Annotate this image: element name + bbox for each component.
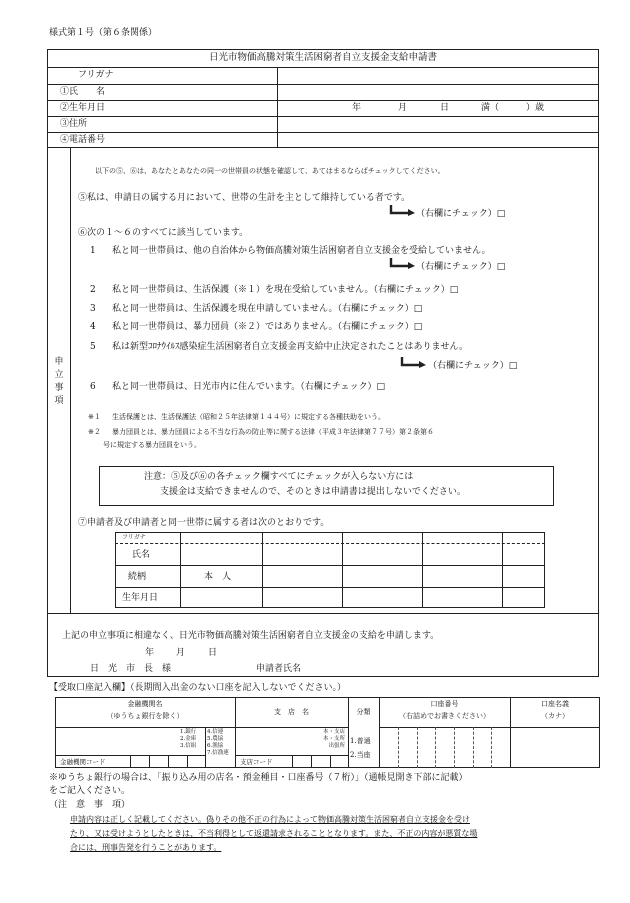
household-row-divider xyxy=(115,565,545,566)
birth-day-unit: 日 xyxy=(440,103,450,113)
birthdate-label: ②生年月日 xyxy=(60,103,106,113)
declaration-month: 月 xyxy=(176,648,186,658)
branch-type-list: 本・支店 本・支所 出張所 xyxy=(322,729,345,749)
account-type-current[interactable]: 2.当座 xyxy=(350,751,371,759)
branch-code-label: 支店コード xyxy=(240,758,273,766)
inst-code-input[interactable] xyxy=(131,756,205,768)
form-number: 様式第１号（第６条関係） xyxy=(49,28,158,38)
household-birth-label: 生年月日 xyxy=(122,593,159,603)
age-field[interactable]: 満（ ）歳 xyxy=(481,103,545,113)
household-row-divider xyxy=(115,543,545,544)
applicant-signature-label: 申請者氏名 xyxy=(256,664,302,674)
yucho-note-cont: をご記入ください。 xyxy=(49,786,131,796)
account-number-input[interactable] xyxy=(380,728,510,768)
notice-title: （注 意 事 項） xyxy=(49,800,131,810)
account-holder-input[interactable] xyxy=(511,728,599,768)
branch-name-field[interactable] xyxy=(236,728,296,754)
household-name-label: 氏名 xyxy=(132,550,151,560)
bank-section-header: 【受取口座記入欄】（長期間入出金のない口座を記入しないでください。） xyxy=(49,683,347,693)
arrow-icon xyxy=(389,204,417,216)
inst-type-list-2: 4.信連 5.農協 6.漁協 7.信漁連 xyxy=(207,729,229,756)
caution-line1: 注意：⑤及び⑥の各チェック欄すべてにチェックが入らない方には xyxy=(144,472,414,482)
declaration-day: 日 xyxy=(208,648,218,658)
item6-6-number: 6 xyxy=(90,382,96,392)
item5-checkbox[interactable]: （右欄にチェック）□ xyxy=(416,209,506,219)
item6-4-text[interactable]: 私と同一世帯員は、暴力団員（※２）ではありません。（右欄にチェック）□ xyxy=(112,322,423,332)
arrow-icon xyxy=(400,356,428,368)
note1-text: 生活保護とは、生活保護法（昭和２５年法律第１４４号）に規定する各種扶助をいう。 xyxy=(112,413,385,421)
note2-mark: ※２ xyxy=(88,428,101,436)
declaration-year: 年 xyxy=(145,648,155,658)
inst-code-label: 金融機関コード xyxy=(60,758,106,766)
address-field[interactable] xyxy=(278,117,598,132)
name-label: ①氏 名 xyxy=(60,87,106,97)
item7-header: ⑦申請者及び申請者と同一世帯に属する者は次のとおりです。 xyxy=(78,518,330,528)
section-label-divider xyxy=(70,147,71,613)
item6-1-text: 私と同一世帯員は、他の自治体から物価高騰対策生活困窮者自立支援金を受給していません。 xyxy=(112,246,491,256)
household-relation-label: 続柄 xyxy=(128,572,147,582)
item6-2-number: 2 xyxy=(90,285,96,295)
item6-3-text[interactable]: 私と同一世帯員は、生活保護を現在申請していません。（右欄にチェック）□ xyxy=(112,304,423,314)
household-row-divider xyxy=(115,587,545,588)
row-divider xyxy=(47,100,599,101)
birth-month-unit: 月 xyxy=(398,103,408,113)
addressee: 日 光 市 長 様 xyxy=(90,664,172,674)
household-furigana-label: フリガナ xyxy=(122,534,146,541)
account-number-label: 口座番号 xyxy=(430,700,459,708)
item6-5-text: 私は新型ｺﾛﾅｳｲﾙｽ感染症生活困窮者自立支援金再支給中止決定されたことはありません。 xyxy=(112,342,469,352)
item6-5-checkbox[interactable]: （右欄にチェック）□ xyxy=(428,361,518,371)
applicant-signature-field[interactable] xyxy=(320,660,590,674)
yucho-note: ※ゆうちょ銀行の場合は、「振り込み用の店名・預金種目・口座番号（７桁）」（通帳見開き下部に記載） xyxy=(49,773,468,783)
household-self-value: 本 人 xyxy=(204,572,232,582)
arrow-icon xyxy=(389,257,417,269)
declaration-text: 上記の申立事項に相違なく、日光市物価高騰対策生活困窮者自立支援金の支給を申請します。 xyxy=(62,631,440,641)
row-divider xyxy=(47,147,599,148)
item6-header: ⑥次の１～６のすべてに該当しています。 xyxy=(78,228,249,238)
account-holder-label: 口座名義 xyxy=(541,700,569,708)
item6-6-text[interactable]: 私と同一世帯員は、日光市内に住んでいます。（右欄にチェック）□ xyxy=(112,382,386,392)
account-number-sub: （右詰めでお書きください） xyxy=(399,712,490,720)
form-title: 日光市物価高騰対策生活困窮者自立支援金支給申請書 xyxy=(208,52,437,63)
item6-3-number: 3 xyxy=(90,304,96,314)
name-field[interactable] xyxy=(278,85,598,100)
item6-5-number: 5 xyxy=(90,342,96,352)
inst-name-field[interactable] xyxy=(56,728,176,754)
item6-2-text[interactable]: 私と同一世帯員は、生活保護（※１）を現在受給していません。（右欄にチェック）□ xyxy=(112,285,459,295)
inst-type-divider xyxy=(205,727,206,768)
account-type-label: 分類 xyxy=(356,708,371,716)
branch-code-input[interactable] xyxy=(293,756,348,768)
address-label: ③住所 xyxy=(60,119,88,129)
notice-line1: 申請内容は正しく記載してください。偽りその他不正の行為によって物価高騰対策生活困窮者自立支援金を受け xyxy=(70,815,470,824)
birth-year-unit: 年 xyxy=(352,103,362,113)
inst-name-sub: （ゆうちょ銀行を除く） xyxy=(106,712,184,720)
title-divider xyxy=(47,67,599,68)
phone-label: ④電話番号 xyxy=(60,135,106,145)
note1-mark: ※１ xyxy=(88,413,101,421)
note2-text-cont: 号に規定する暴力団員をいう。 xyxy=(103,441,201,449)
item6-1-number: 1 xyxy=(90,246,96,256)
note2-text: 暴力団員とは、暴力団員による不当な行為の防止等に関する法律（平成３年法律第７７号）第２条第６ xyxy=(112,428,434,436)
inst-type-list-1: 1.銀行 2.金庫 3.信組 xyxy=(180,729,197,749)
account-type-ordinary[interactable]: 1.普通 xyxy=(350,737,371,745)
section-label: 申 立 事 項 xyxy=(54,357,64,406)
notice-line2: たり、又は受けようとしたときは、不当利得として返還請求されることとなります。また、不正の内容が悪質な場 xyxy=(70,829,478,838)
branch-name-label: 支 店 名 xyxy=(274,708,309,716)
item5-text: ⑤私は、申請日の属する月において、世帯の生計を主として維持している者です。 xyxy=(78,193,411,203)
phone-field[interactable] xyxy=(278,133,598,147)
notice-line3: 合には、刑事告発を行うことがあります。 xyxy=(70,843,222,852)
item6-4-number: 4 xyxy=(90,322,96,332)
inst-name-label: 金融機関名 xyxy=(127,700,163,708)
declaration-divider xyxy=(47,613,599,614)
intro-text: 以下の⑤、⑥は、あなたとあなたの同一の世帯員の状態を確認して、あてはまるならばチェックしてください。 xyxy=(95,167,445,175)
item6-1-checkbox[interactable]: （右欄にチェック）□ xyxy=(416,262,506,272)
furigana-label: フリガナ xyxy=(78,70,114,80)
account-holder-sub: （カナ） xyxy=(541,712,569,720)
caution-line2: 支援金は支給できませんので、そのときは申請書は提出しないでください。 xyxy=(160,487,466,497)
